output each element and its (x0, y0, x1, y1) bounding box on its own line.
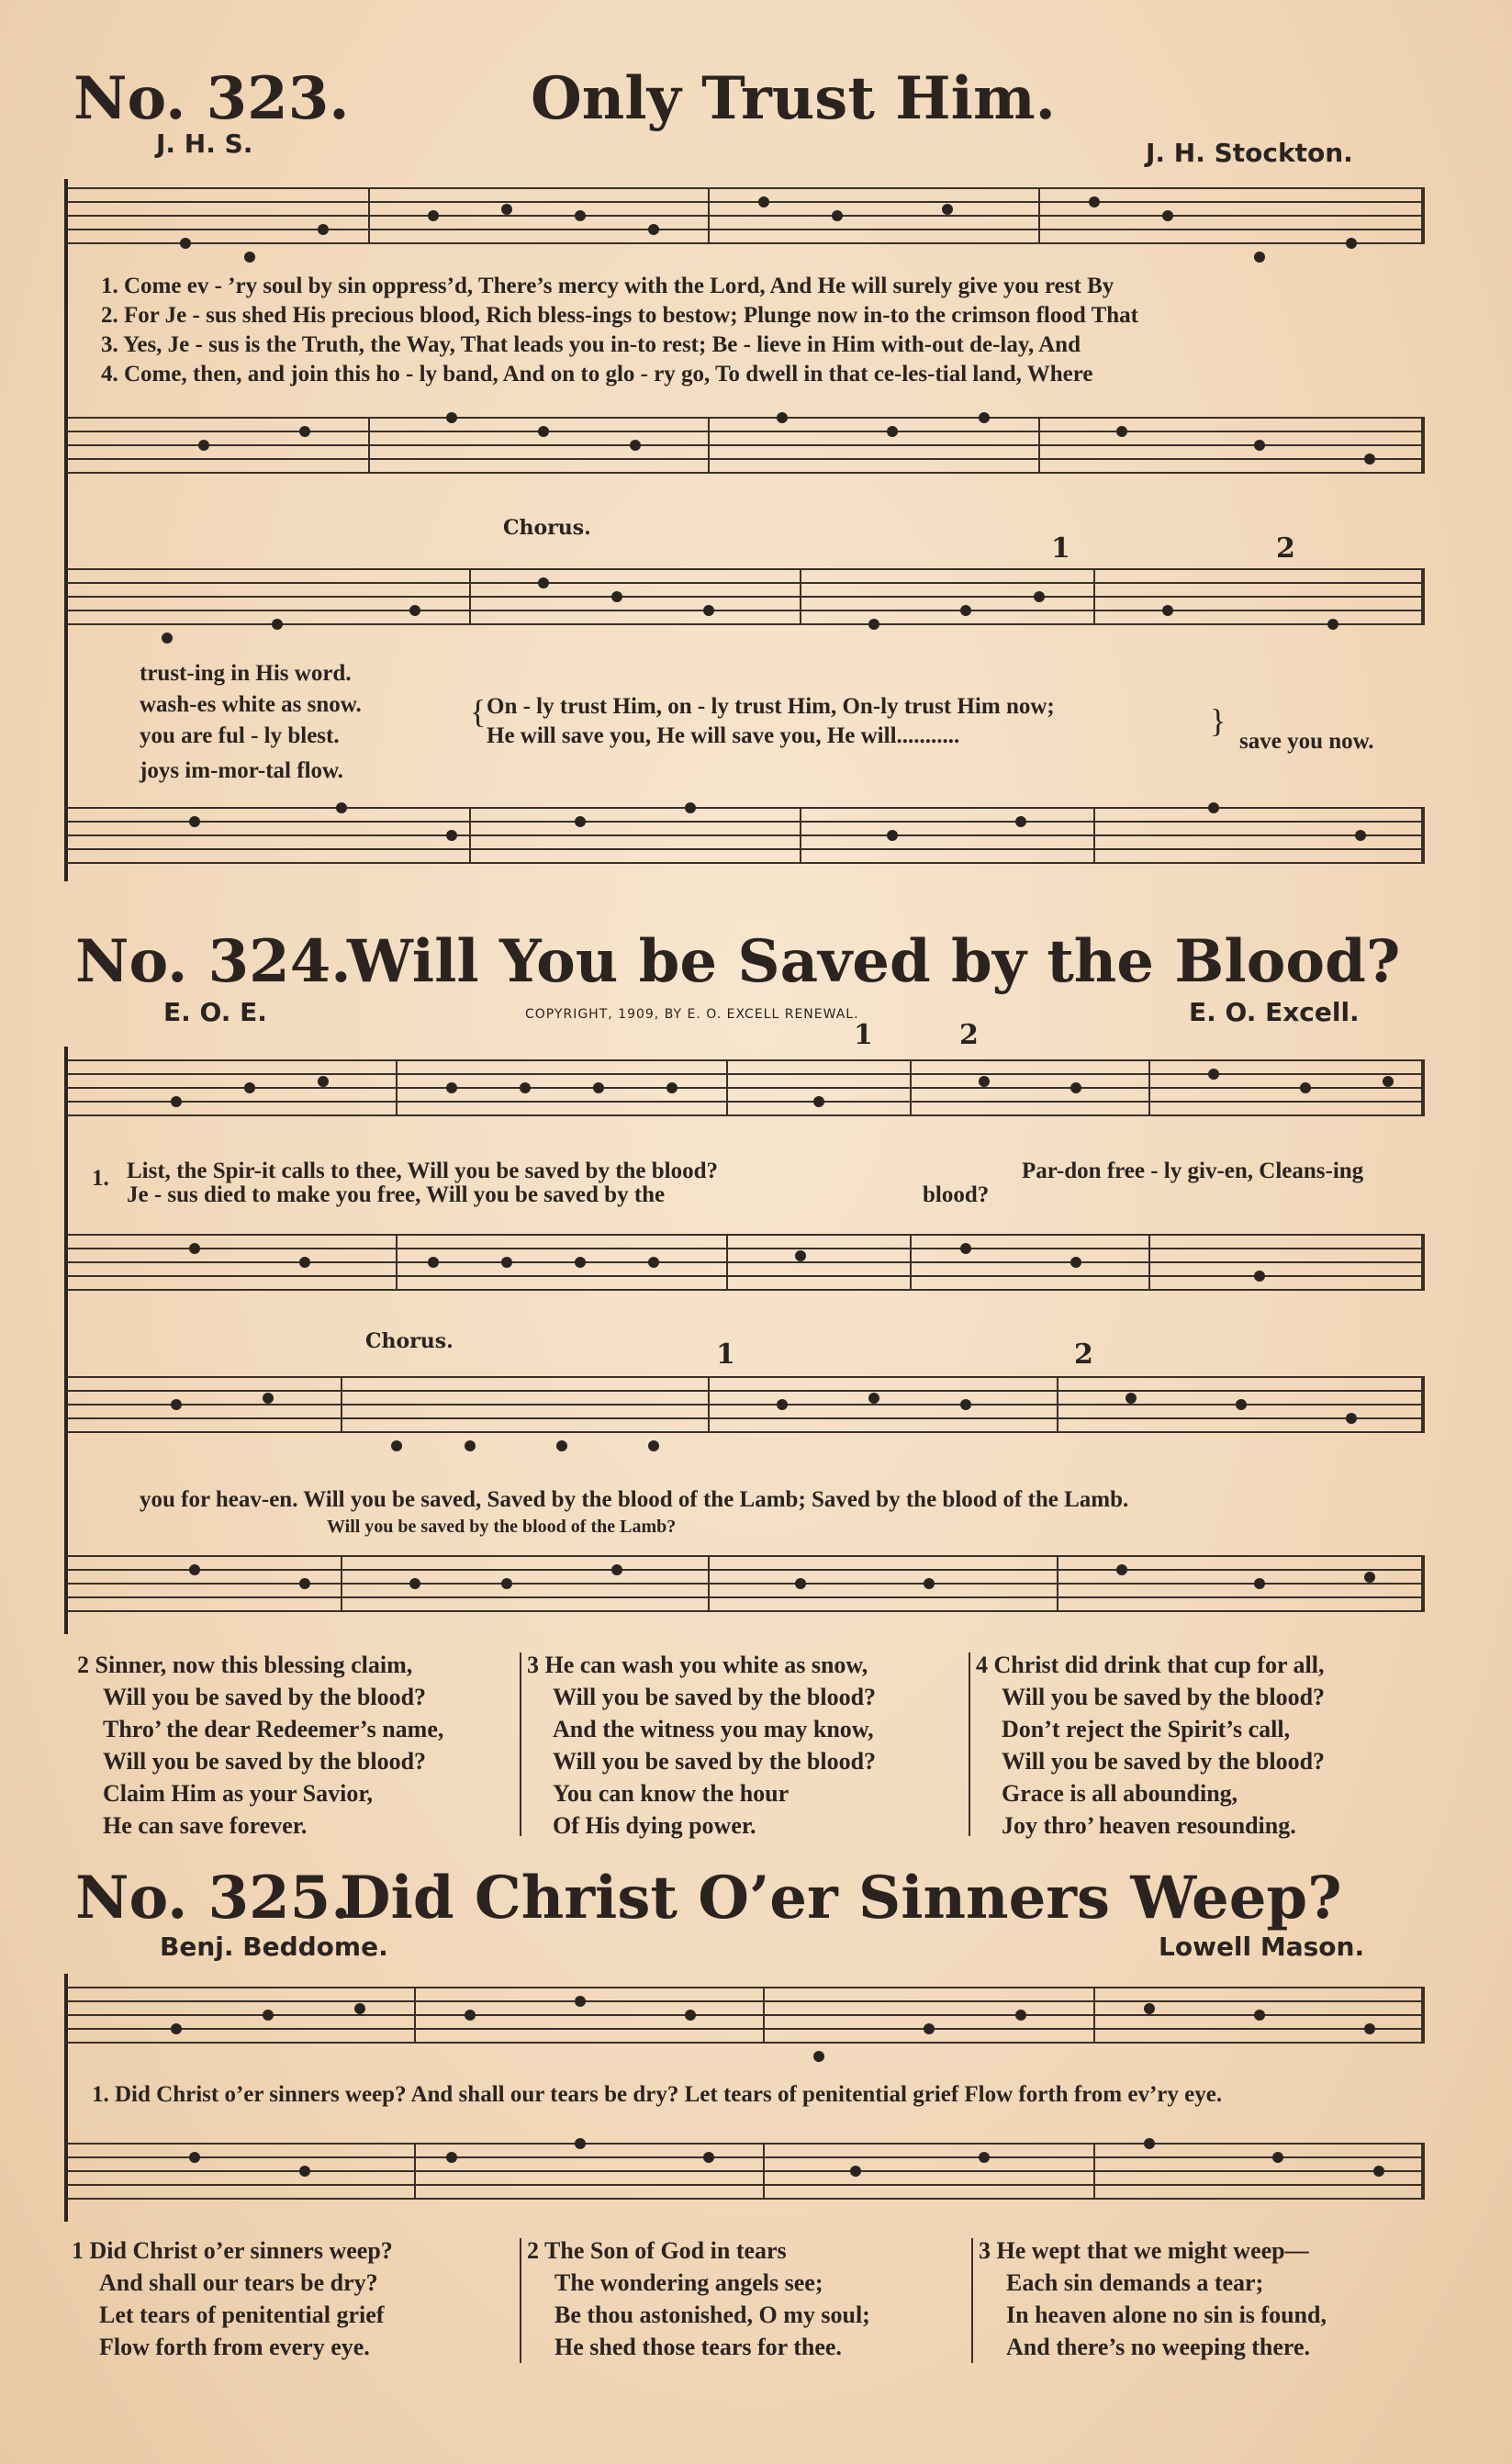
brace: { (470, 693, 487, 730)
verse-line: 3. Yes, Je - sus is the Truth, the Way, That leads you in-to rest; Be - lieve in Him with-out de-lay, And (101, 332, 1081, 357)
verse-line: List, the Spir-it calls to thee, Will you be saved by the blood? (127, 1159, 719, 1183)
stanza-line: Will you be saved by the blood? (103, 1748, 427, 1775)
music-credit: Lowell Mason. (1159, 1932, 1365, 1962)
stanza-line: Grace is all abounding, (1002, 1780, 1238, 1807)
stanza-line: He shed those tears for thee. (554, 2334, 842, 2360)
treble-staff (66, 174, 1425, 275)
treble-staff (66, 1363, 1425, 1473)
hymn-title: Will You be Saved by the Blood? (347, 927, 1401, 996)
stanza-line: Be thou astonished, O my soul; (554, 2302, 870, 2328)
treble-staff (66, 1974, 1425, 2075)
verse-ending: you are ful - ly blest. (140, 723, 340, 748)
stanza-line: He can save forever. (103, 1812, 308, 1839)
hymn-number: No. 323. (73, 64, 350, 133)
verse-line: 4. Come, then, and join this ho - ly band, And on to glo - ry go, To dwell in that ce-les-tial land, Where (101, 362, 1093, 386)
stanza-line: Will you be saved by the blood? (1002, 1684, 1326, 1710)
stanza (77, 1649, 443, 1842)
stanza-line: Will you be saved by the blood? (553, 1748, 877, 1775)
ending-mark: 2 (1074, 1338, 1093, 1371)
stanza-line: Joy thro’ heaven resounding. (1002, 1812, 1296, 1839)
stanza-line: Will you be saved by the blood? (1002, 1748, 1326, 1775)
verse-number: 1. (92, 1166, 109, 1191)
stanza-line: Claim Him as your Savior, (103, 1780, 373, 1807)
hymn-title: Did Christ O’er Sinners Weep? (340, 1864, 1342, 1932)
bass-staff (66, 1221, 1425, 1313)
stanza-line: You can know the hour (553, 1780, 790, 1807)
chorus-sub-line: Will you be saved by the blood of the Lamb? (327, 1517, 677, 1537)
bass-staff (66, 1542, 1425, 1634)
ending-mark: 1 (716, 1338, 735, 1371)
music-credit: J. H. Stockton. (1146, 138, 1353, 168)
treble-staff (66, 1047, 1425, 1148)
stanza-line: The wondering angels see; (554, 2269, 823, 2296)
brace: } (1210, 702, 1226, 739)
stanza (527, 1649, 876, 1842)
treble-staff (66, 555, 1425, 652)
stanza-line: Will you be saved by the blood? (103, 1684, 427, 1710)
verse-line: 1. Did Christ o’er sinners weep? And shall our tears be dry? Let tears of penitential grief Flow forth from ev’ry eye. (92, 2082, 1223, 2107)
stanza-line: Flow forth from every eye. (99, 2334, 370, 2360)
hymn-number: No. 324. (75, 927, 352, 996)
bass-staff (66, 2130, 1425, 2222)
stanza-line: 4 Christ did drink that cup for all, (976, 1652, 1325, 1678)
bass-staff (66, 404, 1425, 496)
chorus-label: Chorus. (503, 516, 591, 540)
stanza (976, 1649, 1325, 1842)
stanza-line: 3 He can wash you white as snow, (527, 1652, 868, 1678)
verse-line: Je - sus died to make you free, Will you be saved by the (127, 1182, 666, 1207)
stanza-line: Of His dying power. (553, 1812, 756, 1839)
column-divider (520, 1652, 521, 1836)
system-bracket (64, 179, 68, 881)
words-credit: J. H. S. (156, 129, 253, 159)
stanza-line: Thro’ the dear Redeemer’s name, (103, 1716, 444, 1742)
stanza-line: 1 Did Christ o’er sinners weep? (72, 2237, 393, 2264)
column-divider (520, 2238, 521, 2363)
stanza (979, 2234, 1327, 2363)
stanza-line: Let tears of penitential grief (99, 2302, 385, 2328)
column-divider (969, 1652, 970, 1836)
stanza-line: 3 He wept that we might weep— (979, 2237, 1309, 2264)
stanza-line: Don’t reject the Spirit’s call, (1002, 1716, 1291, 1742)
chorus-line: He will save you, He will save you, He will........... (487, 723, 960, 748)
verse-ending: wash-es white as snow. (140, 692, 362, 717)
ending-mark: 1 (854, 1019, 873, 1051)
stanza (72, 2234, 393, 2363)
verse-line: 1. Come ev - ’ry soul by sin oppress’d, There’s mercy with the Lord, And He will surely give you rest By (101, 274, 1114, 298)
stanza-line: Will you be saved by the blood? (553, 1684, 877, 1710)
ending-mark: 2 (1276, 532, 1295, 565)
ending-mark: 2 (959, 1019, 979, 1051)
stanza-line: 2 Sinner, now this blessing claim, (77, 1652, 413, 1678)
stanza-line: And shall our tears be dry? (99, 2269, 378, 2296)
chorus-end: save you now. (1239, 729, 1374, 754)
music-credit: E. O. Excell. (1189, 997, 1360, 1027)
verse-blood: blood? (923, 1182, 990, 1207)
stanza-line: In heaven alone no sin is found, (1006, 2302, 1327, 2328)
hymn-title: Only Trust Him. (531, 64, 1056, 133)
chorus-label: Chorus. (365, 1329, 454, 1353)
verse-continuation: Par-don free - ly giv-en, Cleans-ing (1022, 1159, 1364, 1183)
verse-line: 2. For Je - sus shed His precious blood, Rich bless-ings to bestow; Plunge now in-to the crimson flood That (101, 303, 1138, 328)
chorus-line: On - ly trust Him, on - ly trust Him, On-ly trust Him now; (487, 694, 1055, 719)
bass-staff (66, 794, 1425, 886)
chorus-line: you for heav-en. Will you be saved, Saved by the blood of the Lamb; Saved by the blood of the Lamb. (140, 1487, 1129, 1512)
column-divider (971, 2238, 973, 2363)
verse-ending: joys im-mor-tal flow. (140, 758, 343, 783)
verse-ending: trust-ing in His word. (140, 661, 352, 686)
stanza-line: Each sin demands a tear; (1006, 2269, 1264, 2296)
copyright: COPYRIGHT, 1909, BY E. O. EXCELL RENEWAL. (525, 1007, 859, 1022)
stanza (527, 2234, 870, 2363)
words-credit: E. O. E. (163, 997, 267, 1027)
hymn-number: No. 325. (75, 1864, 352, 1932)
words-credit: Benj. Beddome. (160, 1932, 388, 1962)
stanza-line: And there’s no weeping there. (1006, 2334, 1311, 2360)
stanza-line: And the witness you may know, (553, 1716, 874, 1742)
ending-mark: 1 (1051, 532, 1070, 565)
stanza-line: 2 The Son of God in tears (527, 2237, 787, 2264)
